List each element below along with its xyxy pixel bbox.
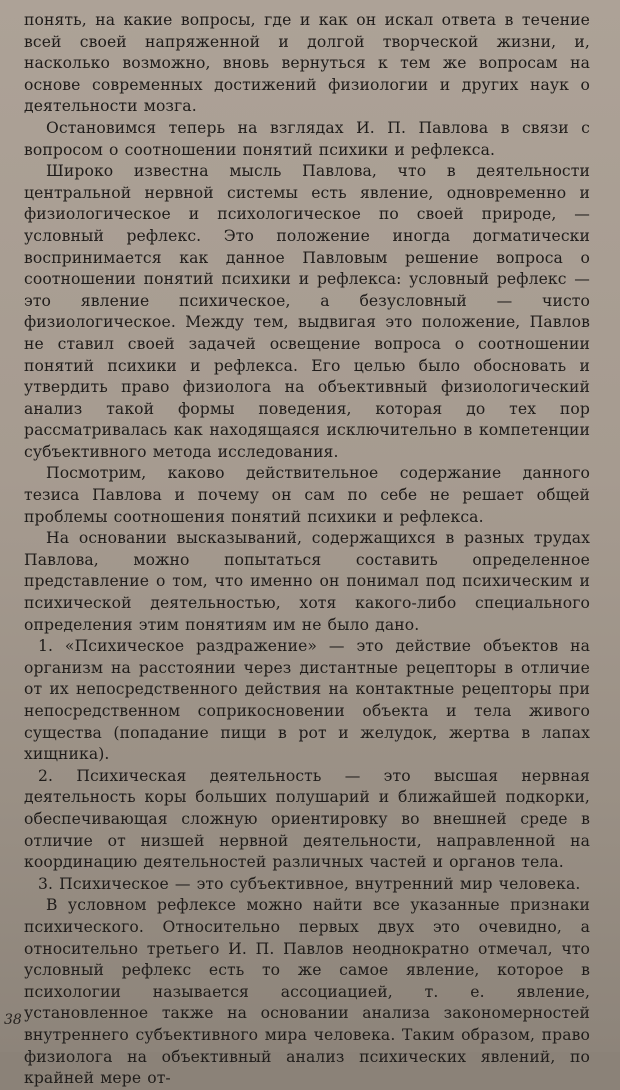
- list-item-2: 2. Психическая деятельность — это высшая нервная деятельность коры больших полушарий и ближайшей подкорки, обеспечивающая сложную ориентировку во внешней среде в отличие от низшей нервной деятельности, направленной на координацию деятельностей различных частей и органов тела.: [24, 766, 590, 872]
- list-item-3: 3. Психическое — это субъективное, внутренний мир человека.: [38, 874, 581, 893]
- paragraph-continuation: понять, на какие вопросы, где и как он искал ответа в течение всей своей напряженной и долгой творческой жизни, и, насколько возможно, вновь вернуться к тем же вопросам на основе современных достижений физиологии и других наук о деятельности мозга.: [24, 11, 590, 116]
- paragraph-pavlov-views: Остановимся теперь на взглядах И. П. Павлова в связи с вопросом о соотношении понятий психики и рефлекса.: [24, 118, 590, 159]
- paragraph-conditioned-reflex: Широко известна мысль Павлова, что в деятельности центральной нервной системы есть явление, одновременно и физиологическое и психологическое по своей природе, — условный рефлекс. Это положение иногда догматически воспринимается как данное Павловым решение вопроса о соотношении понятий психики и рефлекса: условный рефлекс — это явление психическое, а безусловный — чисто физиологическое. Между тем, выдвигая это положение, Павлов не ставил своей задачей освещение вопроса о соотношении понятий психики и рефлекса. Его целью было обосновать и утвердить право физиолога на объективный физиологический анализ такой формы поведения, которая до тех пор рассматривалась как находящаяся исключительно в компетенции субъективного метода исследования.: [24, 162, 590, 461]
- page-number: 38: [4, 1012, 22, 1028]
- paragraph-conclusion: В условном рефлексе можно найти все указанные признаки психического. Относительно первых двух это очевидно, а относительно третьего И. П. Павлов неоднократно отмечал, что условный рефлекс есть то же самое явление, которое в психологии называется ассоциацией, т. е. явление, установленное также на основании анализа закономерностей внутреннего субъективного мира человека. Таким образом, право физиолога на объективный анализ психических явлений, по крайней мере от-: [24, 896, 590, 1088]
- list-item-1: 1. «Психическое раздражение» — это действие объектов на организм на расстоянии через дистантные рецепторы в отличие от их непосредственного действия на контактные рецепторы при непосредственном соприкосновении объекта и тела живого существа (попадание пищи в рот и желудок, жертва в лапах хищника).: [24, 637, 590, 764]
- paragraph-thesis: Посмотрим, каково действительное содержание данного тезиса Павлова и почему он сам по себе не решает общей проблемы соотношения понятий психики и рефлекса.: [24, 464, 590, 526]
- body-text: [24, 10, 590, 1090]
- paragraph-statements: На основании высказываний, содержащихся в разных трудах Павлова, можно попытаться составить определенное представление о том, что именно он понимал под психическим и психической деятельностью, хотя какого-либо специального определения этим понятиям им не было дано.: [24, 529, 590, 634]
